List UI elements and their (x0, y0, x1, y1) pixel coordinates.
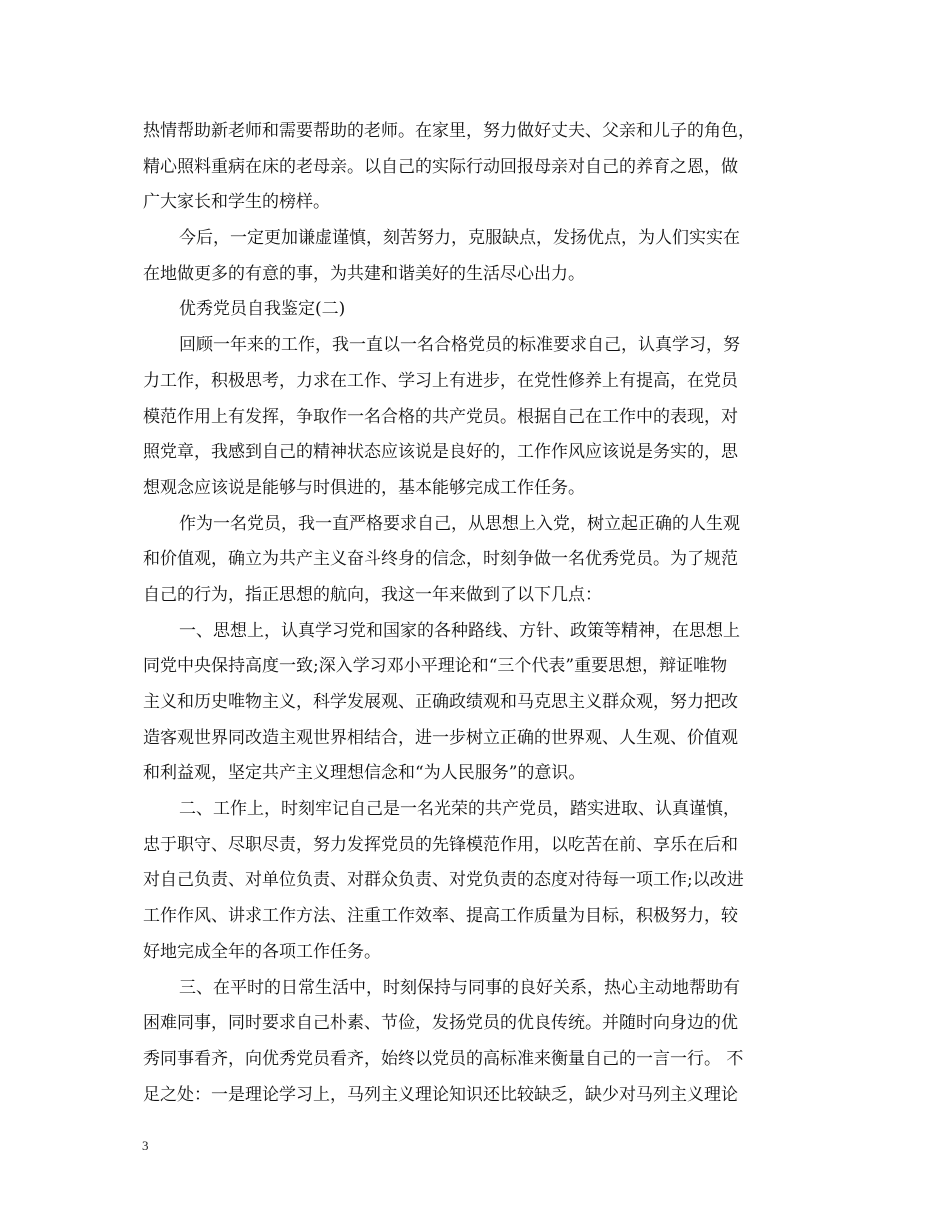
text-line: 精心照料重病在床的老母亲。以自己的实际行动回报母亲对自己的养育之恩，做 (143, 156, 738, 177)
paragraph-first-line: 作为一名党员，我一直严格要求自己，从思想上入党，树立起正确的人生观 (179, 513, 740, 534)
paragraph-first-line: 三、在平时的日常生活中，时刻保持与同事的良好关系，热心主动地帮助有 (179, 977, 740, 998)
text-line: 足之处：一是理论学习上，马列主义理论知识还比较缺乏，缺少对马列主义理论 (143, 1084, 738, 1105)
paragraph-first-line: 一、思想上，认真学习党和国家的各种路线、方针、政策等精神，在思想上 (179, 620, 740, 641)
text-line: 主义和历史唯物主义，科学发展观、正确政绩观和马克思主义群众观，努力把改 (143, 692, 738, 712)
document-body (143, 114, 811, 1113)
paragraph-first-line: 今后，一定更加谦虚谨慎，刻苦努力，克服缺点，发扬优点，为人们实实在 (179, 228, 740, 249)
paragraph-first-line: 二、工作上，时刻牢记自己是一名光荣的共产党员，踏实进取、认真谨慎， (179, 799, 740, 820)
paragraph-first-line: 回顾一年来的工作，我一直以一名合格党员的标准要求自己，认真学习，努 (179, 335, 740, 356)
text-line: 在地做更多的有意的事，为共建和谐美好的生活尽心出力。 (143, 263, 585, 284)
text-line: 力工作，积极思考，力求在工作、学习上有进步，在党性修养上有提高，在党员 (143, 370, 738, 391)
text-line: 和价值观，确立为共产主义奋斗终身的信念，时刻争做一名优秀党员。为了规范 (143, 549, 738, 570)
text-line: 广大家长和学生的榜样。 (143, 192, 330, 213)
text-line: 工作作风、讲求工作方法、注重工作效率、提高工作质量为目标，积极努力，较 (143, 906, 738, 927)
text-line: 想观念应该说是能够与时俱进的，基本能够完成工作任务。 (143, 477, 585, 498)
page-number: 3 (142, 1138, 149, 1153)
text-line: 自己的行为，指正思想的航向，我这一年来做到了以下几点： (143, 584, 602, 605)
text-line: 同党中央保持高度一致;深入学习邓小平理论和“三个代表”重要思想，辩证唯物 (143, 656, 728, 677)
text-line: 造客观世界同改造主观世界相结合，进一步树立正确的世界观、人生观、价值观 (143, 727, 738, 748)
text-line: 秀同事看齐，向优秀党员看齐，始终以党员的高标准来衡量自己的一言一行。 不 (143, 1048, 744, 1069)
text-line: 热情帮助新老师和需要帮助的老师。在家里，努力做好丈夫、父亲和儿子的角色， (143, 121, 755, 141)
text-line: 模范作用上有发挥，争取作一名合格的共产党员。根据自己在工作中的表现，对 (143, 406, 738, 427)
text-line: 好地完成全年的各项工作任务。 (143, 941, 381, 962)
text-line: 忠于职守、尽职尽责，努力发挥党员的先锋模范作用，以吃苦在前、享乐在后和 (143, 834, 738, 855)
section-heading: 优秀党员自我鉴定(二) (179, 299, 346, 320)
text-line: 照党章，我感到自己的精神状态应该说是良好的，工作作风应该说是务实的，思 (143, 442, 738, 463)
text-line: 困难同事，同时要求自己朴素、节俭，发扬党员的优良传统。并随时向身边的优 (143, 1013, 738, 1034)
text-line: 对自己负责、对单位负责、对群众负责、对党负责的态度对待每一项工作;以改进 (143, 870, 744, 891)
text-line: 和利益观，坚定共产主义理想信念和“为人民服务”的意识。 (143, 763, 586, 784)
